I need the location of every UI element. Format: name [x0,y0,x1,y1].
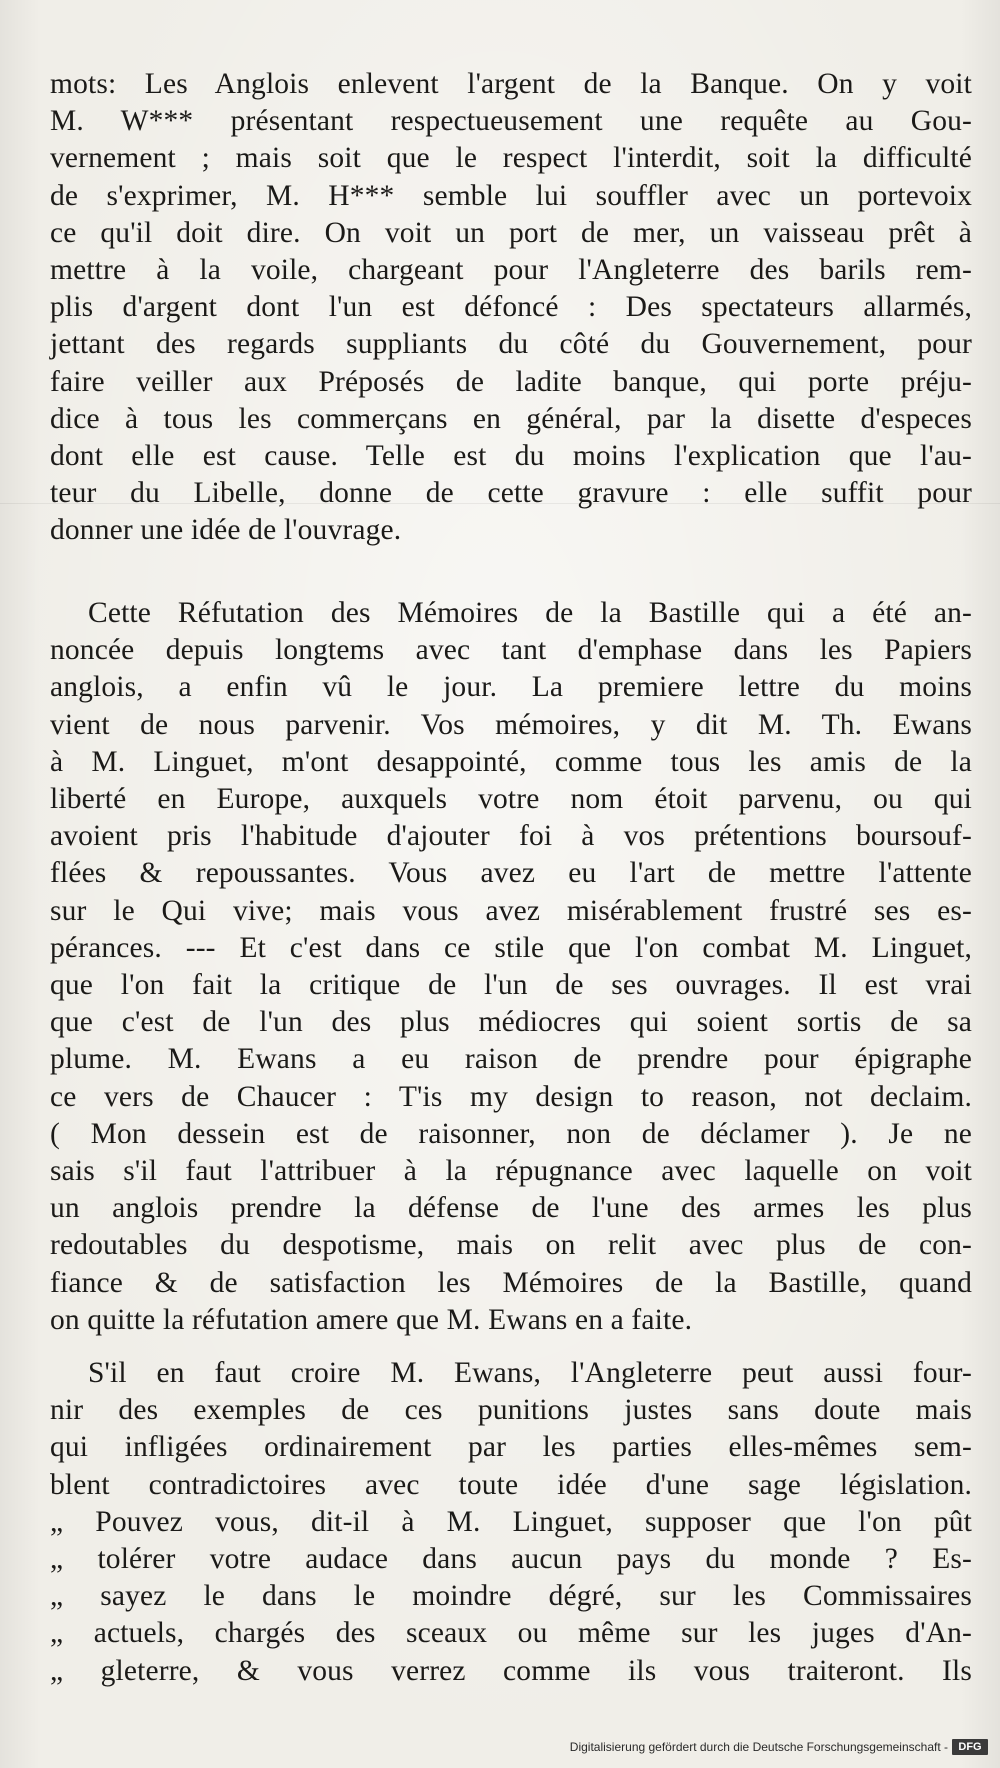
paragraph-3 [50,1355,972,1690]
text-line: pérances. --- Et c'est dans ce stile que l'on combat M. Linguet, [50,931,972,964]
text-line: S'il en faut croire M. Ewans, l'Angleterre peut aussi four- [88,1357,972,1389]
text-line: que l'on fait la critique de l'un de ses ouvrages. Il est vrai [50,969,972,1002]
text-line: „ tolérer votre audace dans aucun pays du monde ? Es- [50,1543,972,1576]
text-line: „ actuels, chargés des sceaux ou même sur les juges d'An- [50,1617,972,1650]
paragraph-1 [50,66,972,550]
text-line: plume. M. Ewans a eu raison de prendre pour épigraphe [50,1043,972,1076]
text-line: sur le Qui vive; mais vous avez misérablement frustré ses es- [50,894,972,927]
text-line: dice à tous les commerçans en général, par la disette d'especes [50,402,972,435]
text-line: „ gleterre, & vous verrez comme ils vous traiteront. Ils [50,1654,972,1687]
text-line: jettant des regards suppliants du côté du Gouvernement, pour [50,328,972,361]
text-line: on quitte la réfutation amere que M. Ewans en a faite. [50,1303,693,1336]
text-line: donner une idée de l'ouvrage. [50,514,402,547]
text-line: dont elle est cause. Telle est du moins l'explication que l'au- [50,440,972,473]
text-line: avoient pris l'habitude d'ajouter foi à vos prétentions boursouf- [50,820,972,853]
text-line: vernement ; mais soit que le respect l'interdit, soit la difficulté [50,142,972,175]
text-line: nir des exemples de ces punitions justes sans doute mais [50,1394,972,1427]
text-line: ce qu'il doit dire. On voit un port de mer, un vaisseau prêt à [50,216,972,249]
text-line: „ Pouvez vous, dit-il à M. Linguet, supposer que l'on pût [50,1505,972,1538]
digitization-credit: Digitalisierung gefördert durch die Deutsche Forschungsgemeinschaft - [569,1740,948,1754]
dfg-logo: DFG [952,1739,988,1755]
text-line: anglois, a enfin vû le jour. La premiere lettre du moins [50,671,972,704]
text-line: que c'est de l'un des plus médiocres qui soient sortis de sa [50,1006,972,1039]
text-line: ( Mon dessein est de raisonner, non de déclamer ). Je ne [50,1117,972,1150]
text-line: teur du Libelle, donne de cette gravure : elle suffit pour [50,477,972,510]
text-line: redoutables du despotisme, mais on relit avec plus de con- [50,1229,972,1262]
text-line: vient de nous parvenir. Vos mémoires, y dit M. Th. Ewans [50,708,972,741]
text-line: faire veiller aux Préposés de ladite banque, qui porte préju- [50,365,972,398]
text-line: blent contradictoires avec toute idée d'une sage législation. [50,1468,972,1501]
text-line: mots: Les Anglois enlevent l'argent de la Banque. On y voit [50,68,972,100]
paragraph-2 [50,595,972,1339]
text-line: fiance & de satisfaction les Mémoires de la Bastille, quand [50,1266,972,1299]
text-line: liberté en Europe, auxquels votre nom étoit parvenu, ou qui [50,783,972,816]
text-line: un anglois prendre la défense de l'une des armes les plus [50,1192,972,1225]
text-line: M. W*** présentant respectueusement une requête au Gou- [50,105,972,138]
text-line: noncée depuis longtems avec tant d'emphase dans les Papiers [50,634,972,667]
text-line: flées & repoussantes. Vous avez eu l'art de mettre l'attente [50,857,972,890]
text-line: à M. Linguet, m'ont desappointé, comme tous les amis de la [50,745,972,778]
text-line: qui infligées ordinairement par les parties elles-mêmes sem- [50,1431,972,1464]
text-line: „ sayez le dans le moindre dégré, sur les Commissaires [50,1580,972,1613]
text-line: de s'exprimer, M. H*** semble lui souffler avec un portevoix [50,179,972,212]
text-line: ce vers de Chaucer : T'is my design to reason, not declaim. [50,1080,972,1113]
text-line: plis d'argent dont l'un est défoncé : Des spectateurs allarmés, [50,291,972,324]
page-footer [0,1733,1000,1763]
text-line: sais s'il faut l'attribuer à la répugnance avec laquelle on voit [50,1155,972,1188]
text-line: mettre à la voile, chargeant pour l'Angleterre des barils rem- [50,254,972,287]
text-line: Cette Réfutation des Mémoires de la Bastille qui a été an- [88,597,972,629]
